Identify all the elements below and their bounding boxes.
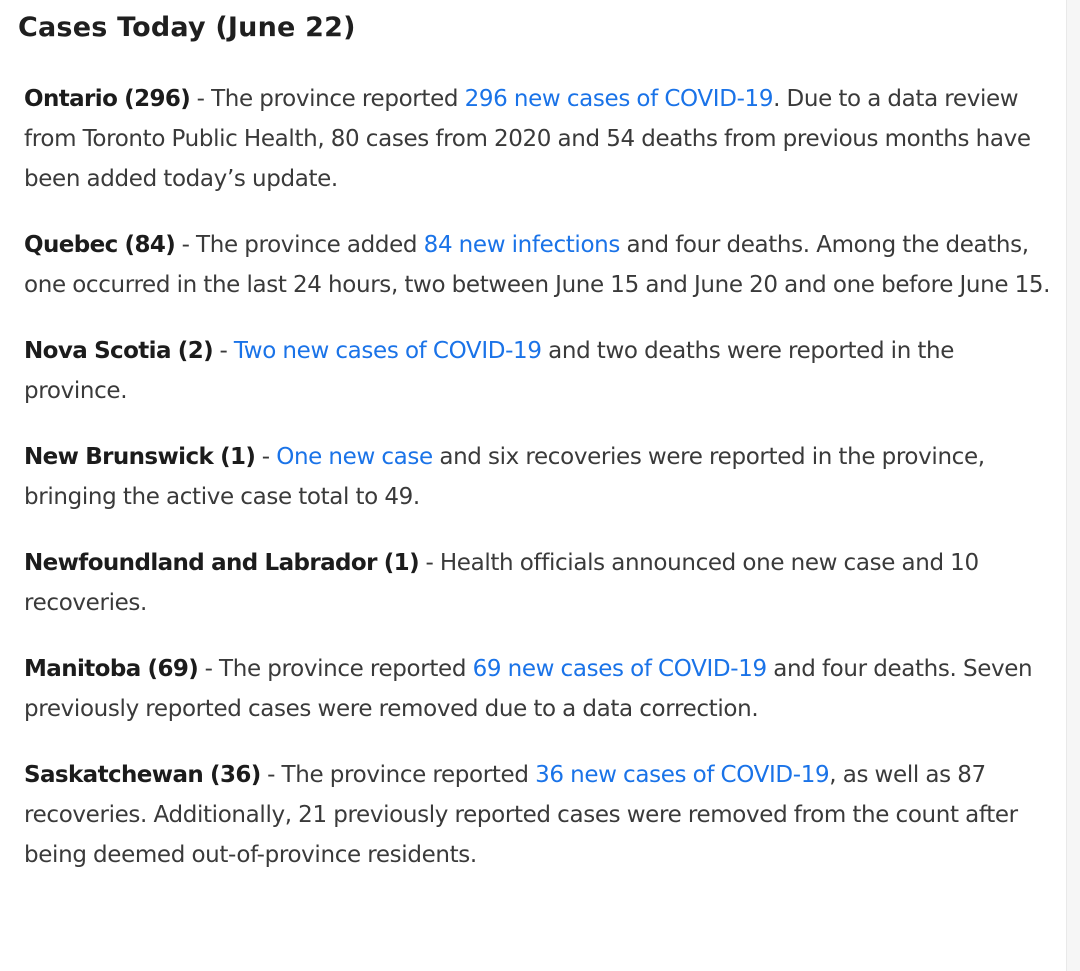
entry-text: - The province reported [190, 86, 465, 112]
province-name: New Brunswick (1) [24, 444, 256, 470]
entry-text: and six recoveries were reported in the province, bringing the active case total to 49. [24, 444, 985, 510]
province-name: Saskatchewan (36) [24, 762, 261, 788]
entry-text: - The province reported [260, 762, 536, 788]
entry-saskatchewan [24, 755, 1052, 875]
province-name: Ontario (296) [24, 86, 191, 112]
entry-text: - [213, 338, 234, 364]
province-case-list [24, 79, 1052, 901]
entry-text: and four deaths. Among the deaths, one occurred in the last 24 hours, two between June 15 and June 20 and one before June 15. [24, 232, 1051, 298]
cases-link[interactable]: 36 new cases of COVID-19 [535, 762, 830, 788]
entry-new-brunswick [24, 437, 1052, 517]
province-name: Nova Scotia (2) [24, 338, 214, 364]
entry-ontario [24, 79, 1052, 199]
cases-link[interactable]: One new case [276, 444, 433, 470]
cases-link[interactable]: 69 new cases of COVID-19 [472, 656, 767, 682]
entry-quebec [24, 225, 1052, 305]
section-title: Cases Today (June 22) [18, 12, 356, 43]
vertical-scrollbar[interactable] [1066, 0, 1080, 971]
entry-text: - [255, 444, 277, 470]
entry-text: - Health officials announced one new case and 10 recoveries. [24, 550, 979, 616]
entry-nova-scotia [24, 331, 1052, 411]
cases-link[interactable]: 84 new infections [423, 232, 621, 258]
entry-text: and two deaths were reported in the province. [24, 338, 955, 404]
entry-text: and four deaths. Seven previously reported cases were removed due to a data correction. [24, 656, 1033, 722]
entry-text: , as well as 87 recoveries. Additionally, 21 previously reported cases were removed from the count after being deemed out-of-province residents. [24, 762, 1018, 868]
entry-newfoundland-and-labrador [24, 543, 1052, 623]
entry-manitoba [24, 649, 1052, 729]
province-name: Newfoundland and Labrador (1) [24, 550, 419, 576]
cases-link[interactable]: Two new cases of COVID-19 [233, 338, 542, 364]
province-name: Manitoba (69) [24, 656, 199, 682]
entry-text: - The province reported [198, 656, 473, 682]
entry-text: . Due to a data review from Toronto Public Health, 80 cases from 2020 and 54 deaths from previous months have been added today’s update. [24, 86, 1031, 192]
cases-link[interactable]: 296 new cases of COVID-19 [464, 86, 774, 112]
province-name: Quebec (84) [24, 232, 176, 258]
entry-text: - The province added [175, 232, 424, 258]
